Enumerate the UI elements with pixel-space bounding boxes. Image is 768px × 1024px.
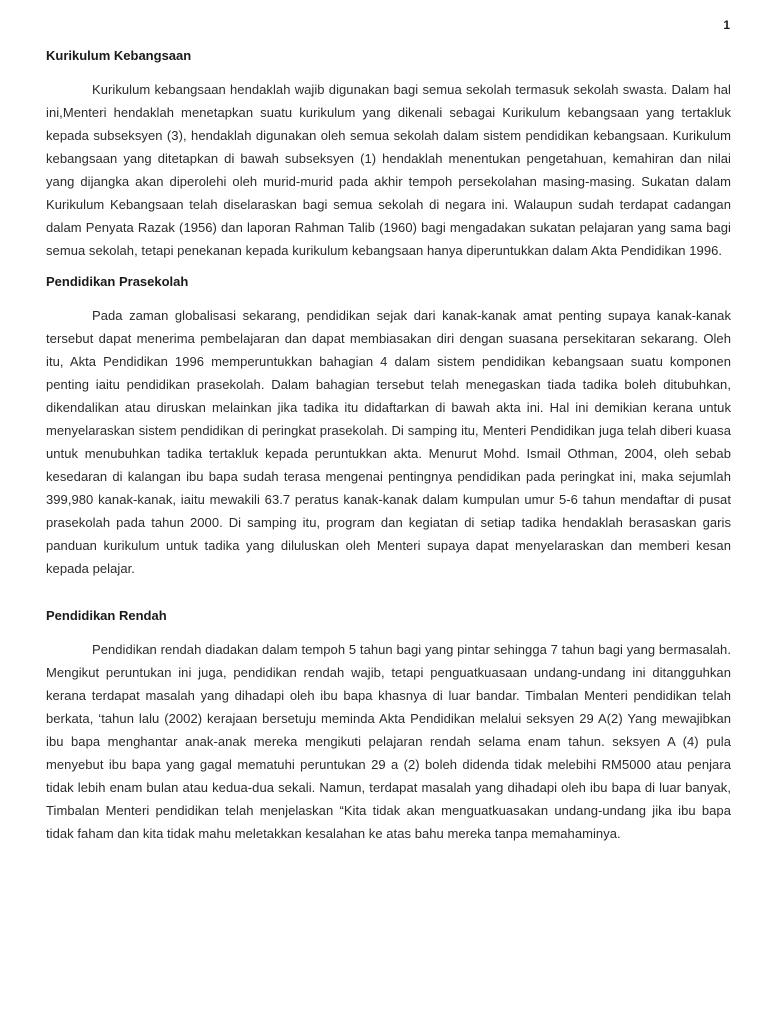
document-body — [46, 46, 731, 855]
section-pendidikan-prasekolah — [46, 272, 731, 580]
section-paragraph: Kurikulum kebangsaan hendaklah wajib digunakan bagi semua sekolah termasuk sekolah swasta. Dalam hal ini,Menteri hendaklah menetapkan suatu kurikulum yang dikenali sebagai Kurikulum kebangsaan yang tertakluk kepada subseksyen (3), hendaklah digunakan oleh semua sekolah dalam sistem pendidikan kebangsaan. Kurikulum kebangsaan yang ditetapkan di bawah subseksyen (1) hendaklah menentukan pengetahuan, kemahiran dan nilai yang dijangka akan diperolehi oleh murid-murid pada akhir tempoh persekolahan masing-masing. Sukatan dalam Kurikulum Kebangsaan telah diselaraskan bagi semua sekolah di negara ini. Walaupun sudah terdapat cadangan dalam Penyata Razak (1956) dan laporan Rahman Talib (1960) bagi mengadakan sukatan pelajaran yang sama bagi semua sekolah, tetapi penekanan kepada kurikulum kebangsaan hanya diperuntukkan dalam Akta Pendidikan 1996. — [46, 82, 731, 258]
section-pendidikan-rendah — [46, 606, 731, 845]
section-paragraph: Pendidikan rendah diadakan dalam tempoh 5 tahun bagi yang pintar sehingga 7 tahun bagi yang bermasalah. Mengikut peruntukan ini juga, pendidikan rendah wajib, tetapi penguatkuasaan undang-undang ini ditangguhkan kerana terdapat masalah yang dihadapi oleh ibu bapa khasnya di luar bandar. Timbalan Menteri pendidikan telah berkata, ‘tahun lalu (2002) kerajaan bersetuju meminda Akta Pendidikan melalui seksyen 29 A(2) Yang mewajibkan ibu bapa menghantar anak-anak mereka mengikuti pelajaran rendah selama enam tahun. seksyen A (4) pula menyebut ibu bapa yang gagal mematuhi peruntukan 29 a (2) boleh didenda tidak melebihi RM5000 atau penjara tidak lebih enam bulan atau kedua-dua sekali. Namun, terdapat masalah yang dihadapi oleh ibu bapa di luar banyak, Timbalan Menteri pendidikan telah menjelaskan “Kita tidak akan menguatkuasakan undang-undang jika ibu bapa tidak faham dan kita tidak mahu meletakkan kesalahan ke atas bahu mereka tanpa memahaminya. — [46, 642, 731, 841]
section-kurikulum-kebangsaan — [46, 46, 731, 262]
section-paragraph: Pada zaman globalisasi sekarang, pendidikan sejak dari kanak-kanak amat penting supaya kanak-kanak tersebut dapat menerima pembelajaran dan dapat membiasakan diri dengan suasana persekitaran sekarang. Oleh itu, Akta Pendidikan 1996 memperuntukkan bahagian 4 dalam sistem pendidikan kebangsaan suatu komponen penting iaitu pendidikan prasekolah. Dalam bahagian tersebut telah menegaskan tiada tadika boleh ditubuhkan, dikendalikan atau diruskan melainkan jika tadika itu didaftarkan di bawah akta ini. Hal ini demikian kerana untuk menyelaraskan sistem pendidikan di peringkat prasekolah. Di samping itu, Menteri Pendidikan juga telah diberi kuasa untuk menubuhkan tadika tertakluk kepada peruntukkan akta. Menurut Mohd. Ismail Othman, 2004, oleh sebab kesedaran di kalangan ibu bapa sudah terasa mengenai pentingnya pendidikan pada peringkat ini, maka sejumlah 399,980 kanak-kanak, iaitu mewakili 63.7 peratus kanak-kanak dalam kumpulan umur 5-6 tahun mendaftar di pusat prasekolah pada tahun 2000. Di samping itu, program dan kegiatan di setiap tadika hendaklah berasaskan garis panduan kurikulum untuk tadika yang diluluskan oleh Menteri supaya dapat menyelaraskan dan memberi kesan kepada pelajar. — [46, 308, 731, 576]
page-number: 1 — [723, 18, 730, 32]
section-heading: Pendidikan Prasekolah — [46, 274, 189, 289]
section-heading: Kurikulum Kebangsaan — [46, 48, 192, 63]
section-heading: Pendidikan Rendah — [46, 608, 167, 623]
